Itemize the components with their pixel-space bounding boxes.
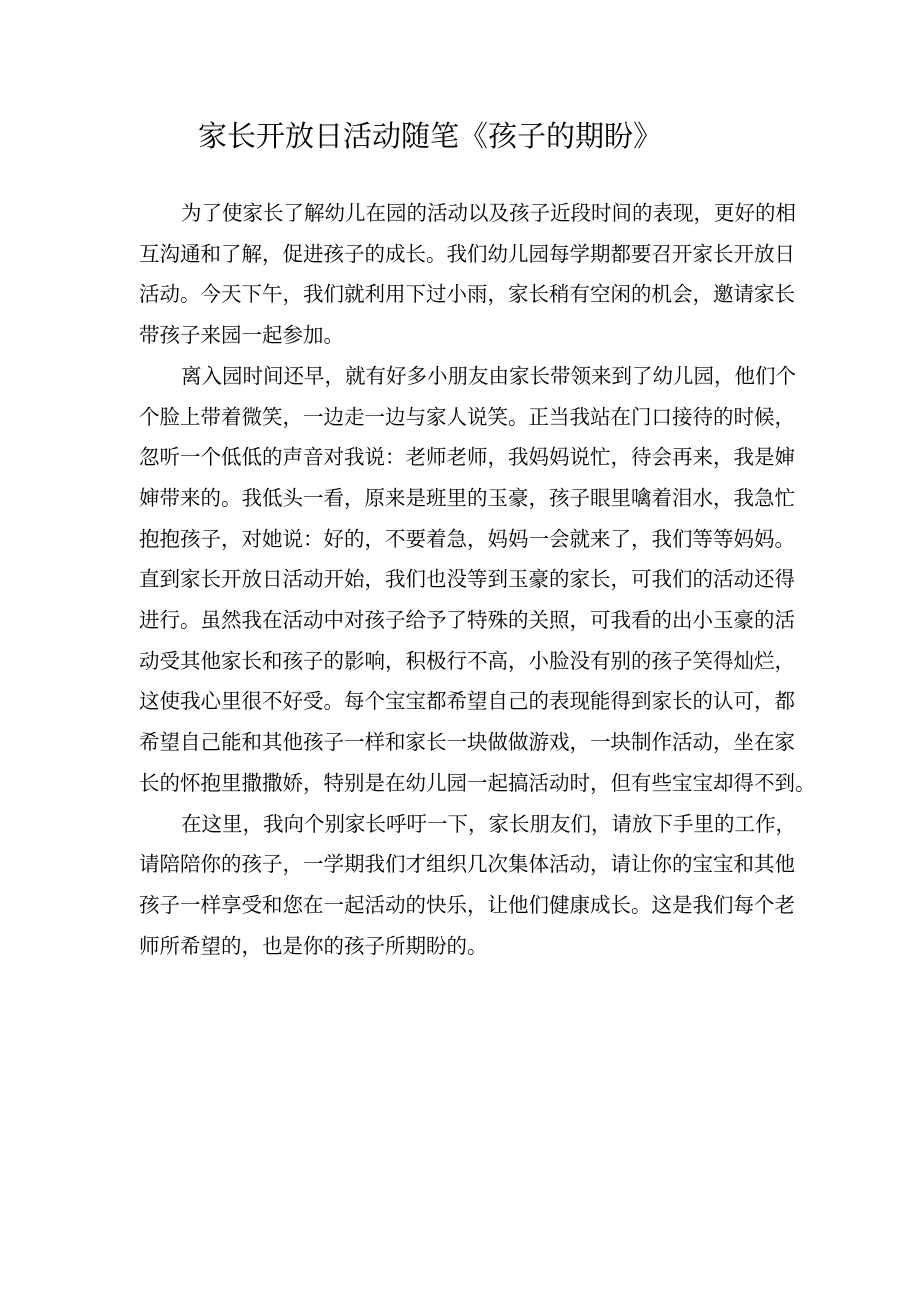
paragraph-line: 进行。虽然我在活动中对孩子给予了特殊的关照，可我看的出小玉豪的活: [139, 608, 795, 633]
paragraph-1: [139, 193, 797, 356]
paragraph-line: 动受其他家长和孩子的影响，积极行不高，小脸没有别的孩子笑得灿烂，: [139, 648, 795, 673]
paragraph-line: 婶带来的。我低头一看，原来是班里的玉豪，孩子眼里噙着泪水，我急忙: [139, 485, 795, 510]
paragraph-line: 这使我心里很不好受。每个宝宝都希望自己的表现能得到家长的认可，都: [139, 689, 795, 714]
paragraph-line: 孩子一样享受和您在一起活动的快乐，让他们健康成长。这是我们每个老: [139, 892, 795, 917]
paragraph-line: 长的怀抱里撒撒娇，特别是在幼儿园一起搞活动时，但有些宝宝却得不到。: [139, 770, 816, 795]
paragraph-line: 互沟通和了解，促进孩子的成长。我们幼儿园每学期都要召开家长开放日: [139, 241, 795, 266]
paragraph-3: [139, 804, 797, 967]
paragraph-line: 请陪陪你的孩子，一学期我们才组织几次集体活动，请让你的宝宝和其他: [139, 852, 795, 877]
paragraph-line: 直到家长开放日活动开始，我们也没等到玉豪的家长，可我们的活动还得: [139, 567, 795, 592]
paragraph-line: 活动。今天下午，我们就利用下过小雨，家长稍有空闲的机会，邀请家长: [139, 282, 795, 307]
paragraph-line: 为了使家长了解幼儿在园的活动以及孩子近段时间的表现，更好的相: [181, 201, 796, 225]
paragraph-line: 希望自己能和其他孩子一样和家长一块做做游戏，一块制作活动，坐在家: [139, 730, 795, 755]
paragraph-line: 个脸上带着微笑，一边走一边与家人说笑。正当我站在门口接待的时候，: [139, 404, 795, 429]
document-body: [139, 193, 816, 966]
paragraph-line: 忽听一个低低的声音对我说：老师老师，我妈妈说忙，待会再来，我是婶: [139, 445, 795, 470]
paragraph-line: 抱抱孩子，对她说：好的，不要着急，妈妈一会就来了，我们等等妈妈。: [139, 526, 795, 551]
paragraph-line: 离入园时间还早，就有好多小朋友由家长带领来到了幼儿园，他们个: [181, 363, 796, 388]
paragraph-2: [139, 356, 816, 804]
document-title: 家长开放日活动随笔《孩子的期盼》: [198, 119, 663, 153]
paragraph-line: 师所希望的，也是你的孩子所期盼的。: [139, 933, 488, 958]
paragraph-line: 带孩子来园一起参加。: [139, 323, 344, 348]
paragraph-line: 在这里，我向个别家长呼吁一下，家长朋友们，请放下手里的工作，: [181, 811, 796, 836]
